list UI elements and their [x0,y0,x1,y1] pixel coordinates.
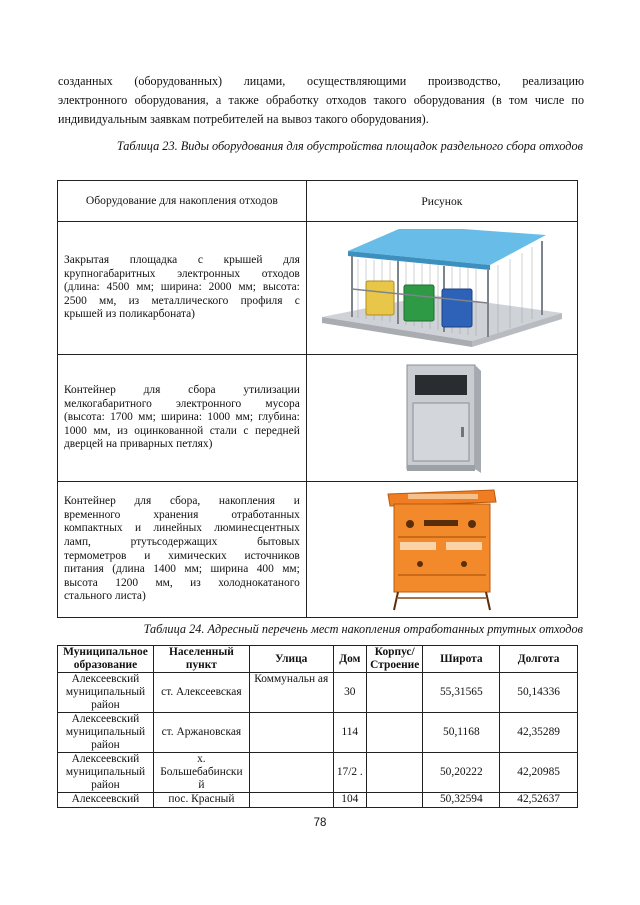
cell-building [366,793,423,808]
table-row [58,673,578,713]
col-street: Улица [249,646,333,673]
col-latitude: Широта [423,646,500,673]
cell-longitude: 50,14336 [500,673,578,713]
cell-latitude: 50,32594 [423,793,500,808]
table-header-row [58,646,578,673]
cell-building [366,753,423,793]
intro-line-1: созданных (оборудованных) лицами, осуществляющими производство, реализацию [58,74,584,88]
table-row [58,355,578,482]
table-row [58,753,578,793]
table-row [58,713,578,753]
cell-settlement: пос. Красный [153,793,249,808]
col-municipality: Муниципальное образование [58,646,154,673]
desc-line: мелкогабаритного электронного мусора [64,397,300,410]
cell-municipality: Алексеевский [58,793,154,808]
equipment-picture-cell [306,482,577,618]
table-header-row [58,181,578,222]
desc-line: высота 1200 мм, из холоднокатаного [64,576,300,589]
cell-house: 114 [333,713,366,753]
cell-house: 30 [333,673,366,713]
cell-municipality: Алексеевский муниципальный район [58,753,154,793]
desc-line: Контейнер для сбора утилизации [64,384,300,397]
orange-container-illustration [384,488,500,612]
col-house: Дом [333,646,366,673]
desc-line: питания (длина 1400 мм; ширина 400 мм; [64,563,300,576]
cell-settlement: х. Большебабински й [153,753,249,793]
table-24-caption: Таблица 24. Адресный перечень мест накопления отработанных ртутных отходов [143,622,583,636]
cell-settlement: ст. Алексеевская [153,673,249,713]
col-longitude: Долгота [500,646,578,673]
cell-municipality: Алексеевский муниципальный район [58,713,154,753]
table-row [58,222,578,355]
cell-longitude: 42,35289 [500,713,578,753]
desc-line: стального листа) [64,590,146,603]
table-row [58,793,578,808]
cell-house: 17/2 . [333,753,366,793]
cell-building [366,713,423,753]
cell-longitude: 42,52637 [500,793,578,808]
page-number: 78 [313,817,327,829]
cell-settlement: ст. Аржановская [153,713,249,753]
cell-building [366,673,423,713]
cell-street [249,793,333,808]
equipment-table [57,180,578,618]
desc-line: компактных и линейных люминесцентных [64,522,300,535]
desc-line: (высота: 1700 мм; ширина: 1000 мм; глубина: [64,411,300,424]
equipment-description [58,482,307,618]
table-23-caption: Таблица 23. Виды оборудования для обустройства площадок раздельного сбора отходов [116,139,583,153]
table-row [58,482,578,618]
cell-latitude: 55,31565 [423,673,500,713]
desc-line: крышей из поликарбоната) [64,308,195,321]
equipment-picture-cell [306,222,577,355]
equipment-description [58,355,307,482]
desc-line: Закрытая площадка с крышей для [64,254,300,267]
intro-line-3: индивидуальным заявкам потребителей на вывоз такого оборудования). [58,112,429,127]
intro-paragraph [58,72,584,130]
desc-line: дверцей на приварных петлях) [64,438,213,451]
col-building: Корпус/ Строение [366,646,423,673]
mercury-waste-locations-table [57,645,578,808]
cell-municipality: Алексеевский муниципальный район [58,673,154,713]
desc-line: 1000 мм, из оцинкованной стали с передней [64,424,300,437]
desc-line: термометров и химических источников [64,549,300,562]
cell-latitude: 50,20222 [423,753,500,793]
desc-line: ламп, ртутьсодержащих бытовых [64,535,300,548]
cell-street [249,753,333,793]
steel-container-illustration [397,361,487,475]
covered-platform-illustration [322,229,562,347]
col-settlement: Населенный пункт [153,646,249,673]
cell-house: 104 [333,793,366,808]
intro-line-2: электронного оборудования, а также обработку отходов такого оборудования (в том числе по [58,93,584,108]
desc-line: Контейнер для сбора, накопления и [64,495,300,508]
desc-line: временного хранения отработанных [64,508,300,521]
cell-street [249,713,333,753]
desc-line: (длина: 4500 мм; ширина: 2000 мм; высота: [64,281,300,294]
equipment-description [58,222,307,355]
equipment-picture-cell [306,355,577,482]
desc-line: 2500 мм, из металлического профиля с [64,294,300,307]
cell-street: Коммунальн ая [249,673,333,713]
cell-longitude: 42,20985 [500,753,578,793]
cell-latitude: 50,1168 [423,713,500,753]
header-equipment: Оборудование для накопления отходов [58,181,307,222]
desc-line: крупногабаритных электронных отходов [64,267,300,280]
header-picture: Рисунок [306,181,577,222]
